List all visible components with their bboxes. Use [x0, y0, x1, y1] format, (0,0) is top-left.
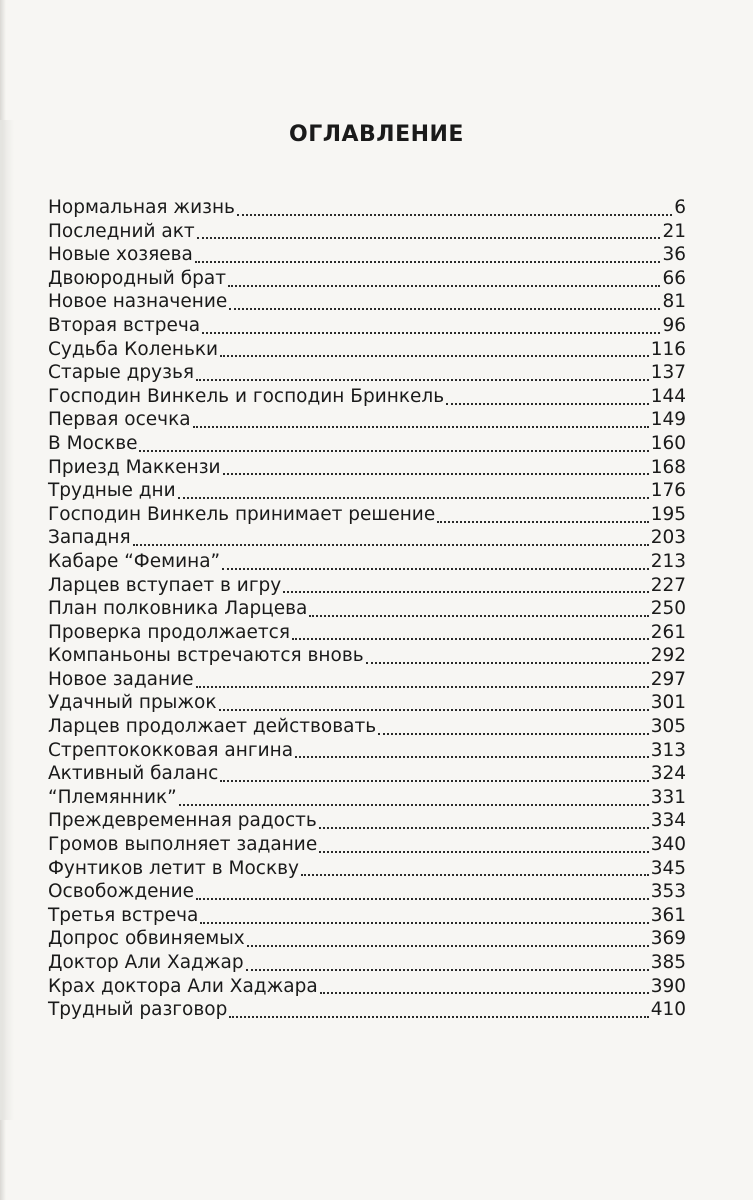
toc-entry-page-number: 176: [650, 480, 686, 502]
toc-entry-page-number: 81: [662, 291, 686, 313]
toc-entry: [48, 668, 686, 692]
toc-dot-leader: [219, 709, 649, 711]
toc-dot-leader: [220, 355, 649, 357]
toc-entry-title: Проверка продолжается: [48, 621, 290, 643]
toc-entry: [48, 361, 686, 385]
toc-entry-page-number: 353: [650, 881, 686, 903]
toc-entry-title: Господин Винкель принимает решение: [48, 503, 436, 525]
toc-entry-page-number: 160: [650, 432, 686, 454]
toc-dot-leader: [229, 1016, 648, 1018]
toc-entry-title: Удачный прыжок: [48, 692, 217, 714]
toc-entry-page-number: 213: [650, 550, 686, 572]
toc-entry: [48, 550, 686, 574]
toc-entry-page-number: 203: [650, 527, 686, 549]
toc-entry: [48, 220, 686, 244]
toc-entry-title: Нормальная жизнь: [48, 197, 235, 218]
toc-entry: [48, 621, 686, 645]
toc-dot-leader: [229, 308, 660, 310]
toc-entry: [48, 927, 686, 951]
toc-entry-page-number: 297: [650, 668, 686, 690]
toc-entry: [48, 904, 686, 928]
toc-entry-title: Освобождение: [48, 881, 195, 903]
toc-dot-leader: [437, 521, 648, 523]
toc-entry-title: Последний акт: [48, 220, 195, 242]
toc-entry-title: Двоюродный брат: [48, 267, 226, 289]
toc-dot-leader: [195, 261, 661, 263]
toc-entry: [48, 456, 686, 480]
toc-dot-leader: [228, 285, 660, 287]
toc-entry-page-number: 261: [650, 621, 686, 643]
toc-entry-title: Вторая встреча: [48, 314, 201, 336]
toc-dot-leader: [320, 992, 649, 994]
toc-entry-title: Новые хозяева: [48, 244, 193, 266]
toc-dot-leader: [319, 851, 648, 853]
toc-entry: [48, 385, 686, 409]
toc-dot-leader: [222, 568, 649, 570]
toc-entry-page-number: 324: [650, 763, 686, 785]
toc-entry-page-number: 66: [662, 267, 686, 289]
toc-entry-page-number: 313: [650, 739, 686, 761]
toc-entry-page-number: 361: [650, 904, 686, 926]
toc-dot-leader: [139, 450, 648, 452]
toc-dot-leader: [179, 804, 649, 806]
toc-entry-page-number: 137: [650, 362, 686, 384]
toc-entry-title: Приезд Маккензи: [48, 456, 221, 478]
toc-dot-leader: [193, 426, 649, 428]
toc-entry-page-number: 250: [650, 598, 686, 620]
toc-entry-page-number: 168: [650, 456, 686, 478]
toc-entry-title: Допрос обвиняемых: [48, 928, 245, 950]
page-edge-shadow: [0, 120, 14, 1120]
toc-dot-leader: [220, 780, 648, 782]
toc-dot-leader: [223, 473, 649, 475]
toc-entry-title: План полковника Ларцева: [48, 598, 308, 620]
toc-dot-leader: [292, 638, 649, 640]
toc-entry-page-number: 195: [650, 503, 686, 525]
toc-entry-title: Преждевременная радость: [48, 810, 317, 832]
toc-entry-page-number: 292: [650, 645, 686, 667]
toc-entry: [48, 739, 686, 763]
toc-entry: [48, 597, 686, 621]
toc-entry-title: Господин Винкель и господин Бринкель: [48, 385, 445, 407]
toc-dot-leader: [196, 686, 649, 688]
toc-dot-leader: [202, 332, 660, 334]
toc-entry-title: Ларцев вступает в игру: [48, 574, 282, 596]
toc-dot-leader: [283, 591, 648, 593]
toc-entry-title: Западня: [48, 527, 131, 549]
toc-entry-page-number: 340: [650, 834, 686, 856]
toc-dot-leader: [133, 544, 649, 546]
toc-entry: [48, 503, 686, 527]
toc-entry-title: Новое задание: [48, 668, 194, 690]
toc-entry: [48, 314, 686, 338]
toc-entry: [48, 998, 686, 1022]
toc-dot-leader: [301, 874, 649, 876]
toc-entry-page-number: 334: [650, 810, 686, 832]
toc-dot-leader: [366, 662, 649, 664]
toc-entry-page-number: 116: [650, 338, 686, 360]
toc-entry-page-number: 345: [650, 857, 686, 879]
toc-dot-leader: [309, 615, 648, 617]
toc-dot-leader: [295, 756, 649, 758]
toc-entry-title: Кабаре “Фемина”: [48, 550, 221, 572]
toc-entry: [48, 833, 686, 857]
toc-entry-page-number: 144: [650, 385, 686, 407]
toc-entry-page-number: 385: [650, 952, 686, 973]
toc-entry-page-number: 305: [650, 716, 686, 738]
toc-entry: [48, 432, 686, 456]
toc-entry: [48, 290, 686, 314]
toc-dot-leader: [196, 898, 649, 900]
toc-dot-leader: [237, 214, 672, 216]
toc-entry-page-number: 36: [662, 244, 686, 266]
toc-entry: [48, 691, 686, 715]
toc-dot-leader: [446, 403, 649, 405]
toc-entry: [48, 786, 686, 810]
toc-entry-page-number: 6: [674, 197, 686, 218]
toc-entry-title: “Племянник”: [48, 786, 177, 808]
toc-entry: [48, 243, 686, 267]
toc-entry-page-number: 369: [650, 928, 686, 950]
toc-entry-page-number: 227: [650, 574, 686, 596]
toc-entry-page-number: 301: [650, 692, 686, 714]
toc-entry-page-number: 21: [662, 220, 686, 242]
toc-entry: [48, 715, 686, 739]
toc-dot-leader: [378, 733, 649, 735]
toc-entry-title: Старые друзья: [48, 362, 194, 384]
table-of-contents: [48, 196, 686, 1022]
toc-entry-page-number: 410: [650, 999, 686, 1021]
toc-dot-leader: [200, 922, 648, 924]
toc-entry-title: Трудный разговор: [48, 999, 228, 1021]
toc-entry-title: Третья встреча: [48, 904, 199, 926]
toc-entry-title: Новое назначение: [48, 291, 228, 313]
toc-entry: [48, 196, 686, 220]
toc-entry-title: Громов выполняет задание: [48, 834, 318, 856]
toc-dot-leader: [247, 945, 649, 947]
toc-entry: [48, 526, 686, 550]
toc-entry-title: Фунтиков летит в Москву: [48, 857, 299, 879]
toc-entry-title: Активный баланс: [48, 763, 219, 785]
toc-dot-leader: [197, 237, 661, 239]
toc-entry-page-number: 390: [650, 975, 686, 997]
toc-entry-page-number: 96: [662, 314, 686, 336]
toc-entry-title: Трудные дни: [48, 480, 176, 502]
toc-entry-page-number: 331: [650, 786, 686, 808]
toc-entry: [48, 338, 686, 362]
toc-dot-leader: [196, 379, 649, 381]
toc-entry: [48, 880, 686, 904]
toc-entry-title: В Москве: [48, 432, 138, 454]
toc-entry: [48, 951, 686, 975]
toc-entry: [48, 408, 686, 432]
toc-entry-title: Первая осечка: [48, 409, 191, 431]
toc-entry-page-number: 149: [650, 409, 686, 431]
toc-entry-title: Доктор Али Хаджар: [48, 952, 244, 973]
toc-entry: [48, 644, 686, 668]
toc-entry-title: Крах доктора Али Хаджара: [48, 975, 318, 997]
toc-dot-leader: [178, 497, 649, 499]
toc-dot-leader: [246, 969, 649, 971]
toc-entry-title: Стрептококковая ангина: [48, 739, 294, 761]
toc-dot-leader: [319, 827, 649, 829]
toc-entry: [48, 267, 686, 291]
toc-entry: [48, 479, 686, 503]
toc-entry: [48, 857, 686, 881]
toc-entry: [48, 762, 686, 786]
toc-entry-title: Ларцев продолжает действовать: [48, 716, 377, 738]
toc-entry: [48, 574, 686, 598]
toc-entry-title: Судьба Коленьки: [48, 338, 219, 360]
page-title: ОГЛАВЛЕНИЕ: [289, 122, 464, 147]
toc-entry: [48, 975, 686, 999]
toc-entry-title: Компаньоны встречаются вновь: [48, 645, 364, 667]
toc-entry: [48, 809, 686, 833]
